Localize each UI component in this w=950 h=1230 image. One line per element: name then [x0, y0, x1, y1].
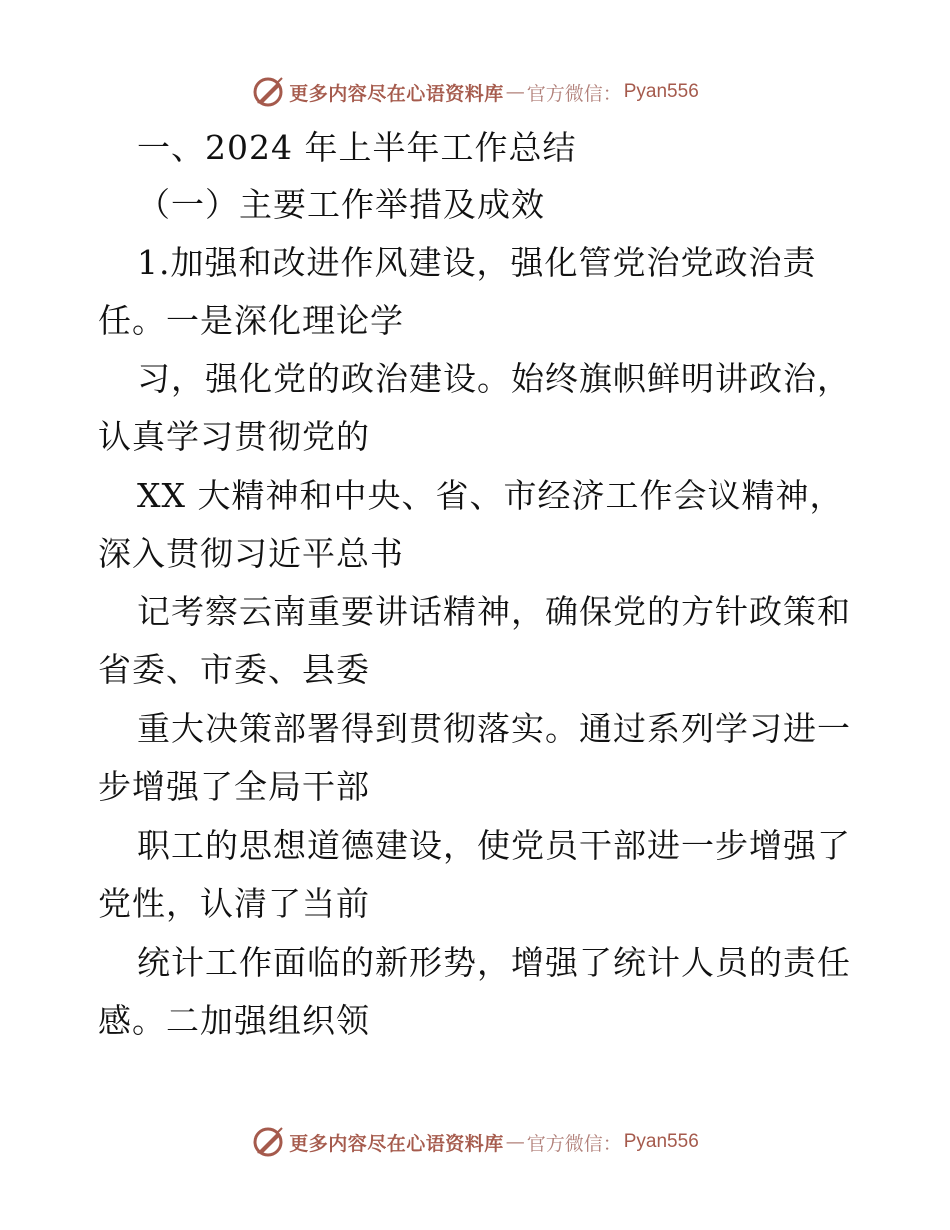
heading-level-2: （一）主要工作举措及成效: [137, 185, 545, 224]
paragraph-line: 重大决策部署得到贯彻落实。通过系列学习进一: [137, 709, 851, 748]
paragraph-line: 习，强化党的政治建设。始终旗帜鲜明讲政治，: [137, 359, 851, 398]
watermark-wechat-label: 官方微信：: [526, 82, 622, 105]
watermark-site-text: 更多内容尽在心语资料库: [289, 82, 504, 105]
paragraph-line: 党性，认清了当前: [98, 884, 370, 923]
watermark-separator: —: [505, 81, 525, 103]
paragraph-line: 1.加强和改进作风建设，强化管党治党政治责: [137, 243, 817, 282]
watermark-wechat-id: Pyan556: [623, 81, 699, 102]
quill-logo-icon: [251, 1125, 285, 1159]
watermark-wechat-label: 官方微信：: [526, 1132, 622, 1155]
paragraph-line: XX 大精神和中央、省、市经济工作会议精神，: [137, 476, 844, 515]
watermark-separator: —: [505, 1131, 525, 1153]
paragraph-line: 任。一是深化理论学: [98, 301, 404, 340]
heading-level-1: 一、2024 年上半年工作总结: [137, 128, 577, 167]
watermark-header: [0, 72, 950, 112]
watermark-site-text: 更多内容尽在心语资料库: [289, 1132, 504, 1155]
paragraph-line: 统计工作面临的新形势，增强了统计人员的责任: [137, 943, 851, 982]
quill-logo-icon: [251, 75, 285, 109]
watermark-wechat-id: Pyan556: [623, 1131, 699, 1152]
paragraph-line: 职工的思想道德建设，使党员干部进一步增强了: [137, 826, 851, 865]
paragraph-line: 感。二加强组织领: [98, 1001, 370, 1040]
paragraph-line: 记考察云南重要讲话精神，确保党的方针政策和: [137, 592, 851, 631]
paragraph-line: 步增强了全局干部: [98, 767, 370, 806]
paragraph-line: 认真学习贯彻党的: [98, 417, 370, 456]
watermark-footer: [0, 1122, 950, 1162]
paragraph-line: 省委、市委、县委: [98, 650, 370, 689]
paragraph-line: 深入贯彻习近平总书: [98, 534, 404, 573]
